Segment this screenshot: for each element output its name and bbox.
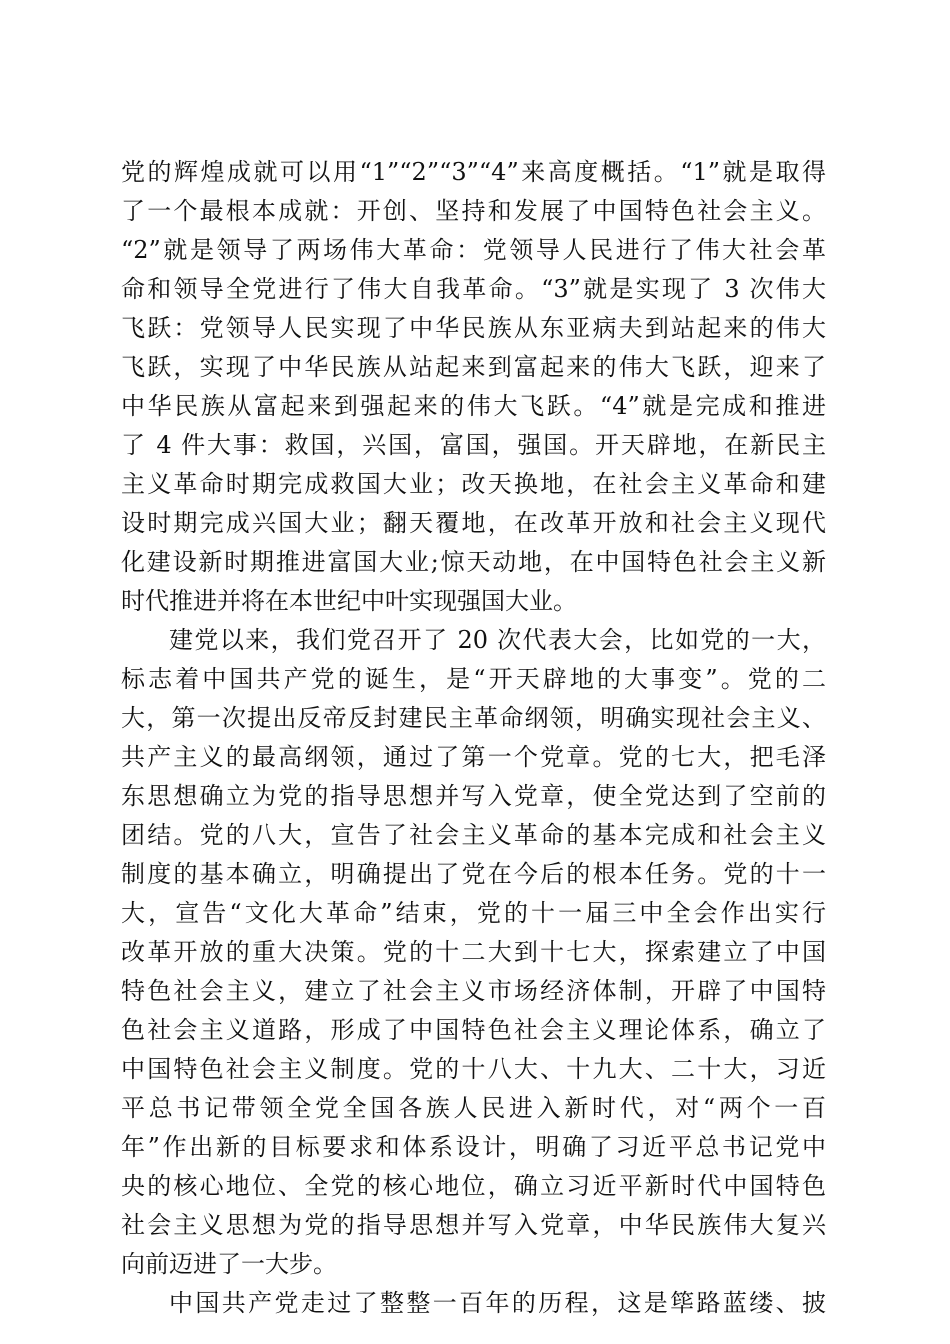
paragraph-2-line-11: 色社会主义道路，形成了中国特色社会主义理论体系，确立了 — [121, 1016, 826, 1044]
paragraph-2-line-5: 东思想确立为党的指导思想并写入党章，使全党达到了空前的 — [121, 782, 826, 810]
paragraph-2-line-3: 大，第一次提出反帝反封建民主革命纲领，明确实现社会主义、 — [121, 704, 826, 732]
paragraph-2-line-6: 团结。党的八大，宣告了社会主义革命的基本完成和社会主义 — [121, 821, 826, 849]
paragraph-2-line-13: 平总书记带领全党全国各族人民进入新时代，对“两个一百 — [121, 1094, 826, 1122]
paragraph-2-line-9: 改革开放的重大决策。党的十二大到十七大，探索建立了中国 — [121, 938, 826, 966]
paragraph-2-line-10: 特色社会主义，建立了社会主义市场经济体制，开辟了中国特 — [121, 977, 826, 1005]
paragraph-3-line-1: 中国共产党走过了整整一百年的历程，这是筚路蓝缕、披 — [169, 1289, 826, 1317]
paragraph-1-line-8: 了 4 件大事：救国，兴国，富国，强国。开天辟地，在新民主 — [121, 431, 826, 459]
paragraph-2-line-4: 共产主义的最高纲领，通过了第一个党章。党的七大，把毛泽 — [121, 743, 826, 771]
paragraph-2-line-14: 年”作出新的目标要求和体系设计，明确了习近平总书记党中 — [121, 1133, 826, 1161]
paragraph-1-line-6: 飞跃，实现了中华民族从站起来到富起来的伟大飞跃，迎来了 — [121, 353, 826, 381]
paragraph-2-line-1: 建党以来，我们党召开了 20 次代表大会，比如党的一大， — [169, 626, 826, 654]
paragraph-1-line-3: “2”就是领导了两场伟大革命：党领导人民进行了伟大社会革 — [121, 236, 826, 264]
paragraph-1-line-4: 命和领导全党进行了伟大自我革命。“3”就是实现了 3 次伟大 — [121, 275, 826, 303]
paragraph-1-line-10: 设时期完成兴国大业；翻天覆地，在改革开放和社会主义现代 — [121, 509, 826, 537]
paragraph-2-line-2: 标志着中国共产党的诞生，是“开天辟地的大事变”。党的二 — [121, 665, 826, 693]
paragraph-1-line-2: 了一个最根本成就：开创、坚持和发展了中国特色社会主义。 — [121, 197, 826, 225]
paragraph-1-line-7: 中华民族从富起来到强起来的伟大飞跃。“4”就是完成和推进 — [121, 392, 826, 420]
body-text — [121, 153, 826, 1323]
paragraph-1-line-5: 飞跃：党领导人民实现了中华民族从东亚病夫到站起来的伟大 — [121, 314, 826, 342]
paragraph-2-line-15: 央的核心地位、全党的核心地位，确立习近平新时代中国特色 — [121, 1172, 826, 1200]
paragraph-1-line-11: 化建设新时期推进富国大业;惊天动地，在中国特色社会主义新 — [121, 548, 826, 576]
paragraph-2-line-7: 制度的基本确立，明确提出了党在今后的根本任务。党的十一 — [121, 860, 826, 888]
paragraph-1-line-1: 党的辉煌成就可以用“1”“2”“3”“4”来高度概括。“1”就是取得 — [121, 158, 826, 186]
paragraph-2-line-12: 中国特色社会主义制度。党的十八大、十九大、二十大，习近 — [121, 1055, 826, 1083]
paragraph-2-line-17: 向前迈进了一大步。 — [121, 1250, 337, 1278]
paragraph-2-line-16: 社会主义思想为党的指导思想并写入党章，中华民族伟大复兴 — [121, 1211, 826, 1239]
paragraph-1-line-12: 时代推进并将在本世纪中叶实现强国大业。 — [121, 587, 577, 615]
paragraph-2-line-8: 大，宣告“文化大革命”结束，党的十一届三中全会作出实行 — [121, 899, 826, 927]
paragraph-1-line-9: 主义革命时期完成救国大业；改天换地，在社会主义革命和建 — [121, 470, 826, 498]
